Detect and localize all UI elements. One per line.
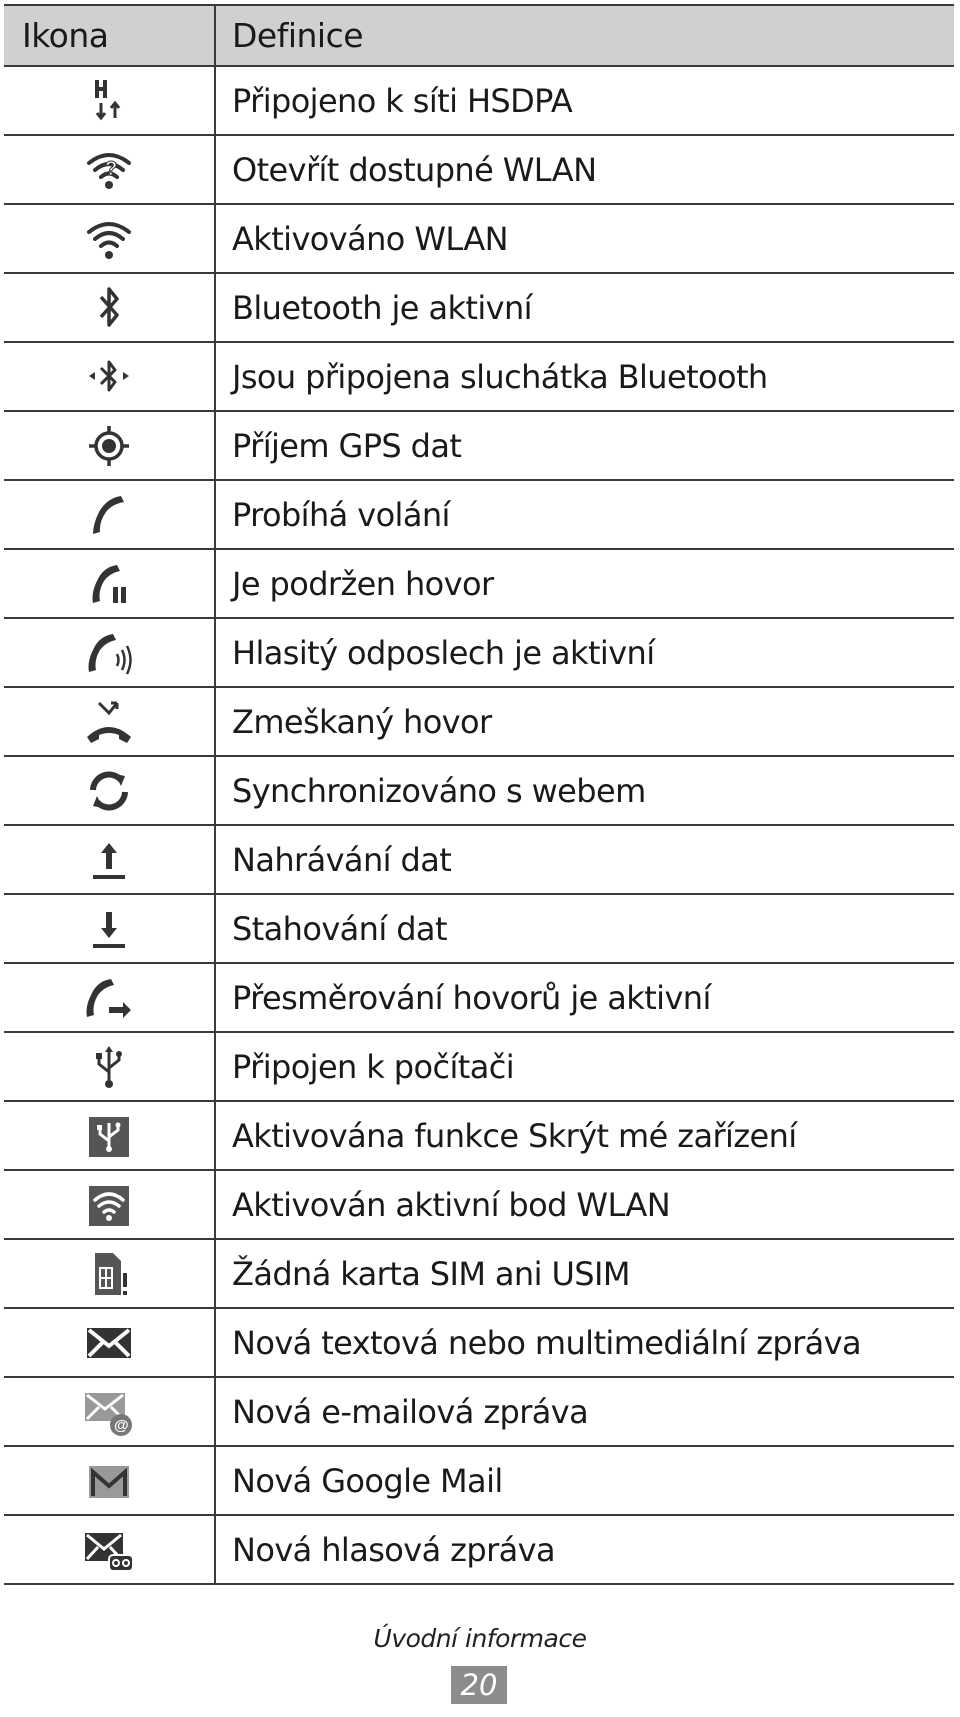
table-row bbox=[4, 756, 954, 825]
table-row bbox=[4, 1101, 954, 1170]
icon-cell bbox=[4, 342, 215, 411]
icon-cell bbox=[4, 1170, 215, 1239]
usb-icon bbox=[83, 1042, 135, 1092]
icon-cell bbox=[4, 1515, 215, 1584]
table-header-row bbox=[4, 5, 954, 66]
download-icon bbox=[83, 904, 135, 954]
hsdpa-icon bbox=[83, 76, 135, 126]
call-hold-icon bbox=[83, 559, 135, 609]
missed-call-icon bbox=[83, 697, 135, 747]
definition-cell: Aktivováno WLAN bbox=[215, 204, 954, 273]
header-definition-column: Definice bbox=[215, 5, 954, 66]
table-row bbox=[4, 825, 954, 894]
definition-cell: Jsou připojena sluchátka Bluetooth bbox=[215, 342, 954, 411]
definition-cell: Připojen k počítači bbox=[215, 1032, 954, 1101]
table-row bbox=[4, 1308, 954, 1377]
table-row bbox=[4, 1239, 954, 1308]
wlan-active-icon bbox=[83, 214, 135, 264]
call-forward-icon bbox=[83, 973, 135, 1023]
icon-cell bbox=[4, 1377, 215, 1446]
definition-cell: Nová textová nebo multimediální zpráva bbox=[215, 1308, 954, 1377]
table-row bbox=[4, 549, 954, 618]
icon-cell bbox=[4, 687, 215, 756]
table-row bbox=[4, 411, 954, 480]
definition-cell: Nahrávání dat bbox=[215, 825, 954, 894]
definition-cell: Bluetooth je aktivní bbox=[215, 273, 954, 342]
definition-cell: Nová hlasová zpráva bbox=[215, 1515, 954, 1584]
table-row bbox=[4, 618, 954, 687]
table-row bbox=[4, 273, 954, 342]
icon-cell bbox=[4, 1308, 215, 1377]
definition-cell: Synchronizováno s webem bbox=[215, 756, 954, 825]
definition-cell: Příjem GPS dat bbox=[215, 411, 954, 480]
definition-cell: Probíhá volání bbox=[215, 480, 954, 549]
definition-cell: Aktivován aktivní bod WLAN bbox=[215, 1170, 954, 1239]
sync-icon bbox=[83, 766, 135, 816]
definition-cell: Hlasitý odposlech je aktivní bbox=[215, 618, 954, 687]
icon-cell bbox=[4, 963, 215, 1032]
page-number: 20 bbox=[451, 1666, 507, 1704]
definition-cell: Žádná karta SIM ani USIM bbox=[215, 1239, 954, 1308]
icon-cell bbox=[4, 411, 215, 480]
icon-cell bbox=[4, 549, 215, 618]
icon-cell bbox=[4, 1032, 215, 1101]
icon-cell bbox=[4, 894, 215, 963]
icon-cell bbox=[4, 825, 215, 894]
definition-cell: Otevřít dostupné WLAN bbox=[215, 135, 954, 204]
definition-cell: Aktivována funkce Skrýt mé zařízení bbox=[215, 1101, 954, 1170]
icon-cell bbox=[4, 618, 215, 687]
bluetooth-icon bbox=[83, 283, 135, 333]
upload-icon bbox=[83, 835, 135, 885]
wlan-hotspot-icon bbox=[83, 1180, 135, 1230]
table-row bbox=[4, 1515, 954, 1584]
svg-text:@: @ bbox=[114, 1416, 129, 1434]
icon-cell bbox=[4, 1446, 215, 1515]
bluetooth-headset-icon bbox=[83, 352, 135, 402]
icon-cell bbox=[4, 1239, 215, 1308]
no-sim-icon bbox=[83, 1249, 135, 1299]
header-icon-column: Ikona bbox=[4, 5, 215, 66]
table-row bbox=[4, 1032, 954, 1101]
definition-cell: Stahování dat bbox=[215, 894, 954, 963]
voicemail-icon bbox=[83, 1525, 135, 1575]
table-row bbox=[4, 1446, 954, 1515]
gps-icon bbox=[83, 421, 135, 471]
icon-cell bbox=[4, 273, 215, 342]
icon-cell bbox=[4, 135, 215, 204]
table-row bbox=[4, 963, 954, 1032]
table-row bbox=[4, 66, 954, 135]
speakerphone-icon bbox=[83, 628, 135, 678]
definition-cell: Přesměrování hovorů je aktivní bbox=[215, 963, 954, 1032]
table-row bbox=[4, 687, 954, 756]
usb-hidden-icon bbox=[83, 1111, 135, 1161]
definition-cell: Připojeno k síti HSDPA bbox=[215, 66, 954, 135]
table-row bbox=[4, 1170, 954, 1239]
table-row bbox=[4, 342, 954, 411]
icon-cell bbox=[4, 480, 215, 549]
icon-cell bbox=[4, 756, 215, 825]
icon-cell bbox=[4, 1101, 215, 1170]
definition-cell: Nová e-mailová zpráva bbox=[215, 1377, 954, 1446]
definition-cell: Zmeškaný hovor bbox=[215, 687, 954, 756]
icon-cell bbox=[4, 204, 215, 273]
call-icon bbox=[83, 490, 135, 540]
definition-cell: Nová Google Mail bbox=[215, 1446, 954, 1515]
email-icon bbox=[83, 1387, 135, 1437]
message-icon bbox=[83, 1318, 135, 1368]
icon-definition-table bbox=[4, 4, 954, 1585]
table-row bbox=[4, 135, 954, 204]
table-row bbox=[4, 894, 954, 963]
icon-cell bbox=[4, 66, 215, 135]
table-row bbox=[4, 1377, 954, 1446]
table-row bbox=[4, 480, 954, 549]
footer-section-title: Úvodní informace bbox=[373, 1624, 587, 1653]
wlan-open-icon bbox=[83, 145, 135, 195]
definition-cell: Je podržen hovor bbox=[215, 549, 954, 618]
gmail-icon bbox=[83, 1456, 135, 1506]
table-row bbox=[4, 204, 954, 273]
svg-text:?: ? bbox=[105, 157, 118, 180]
